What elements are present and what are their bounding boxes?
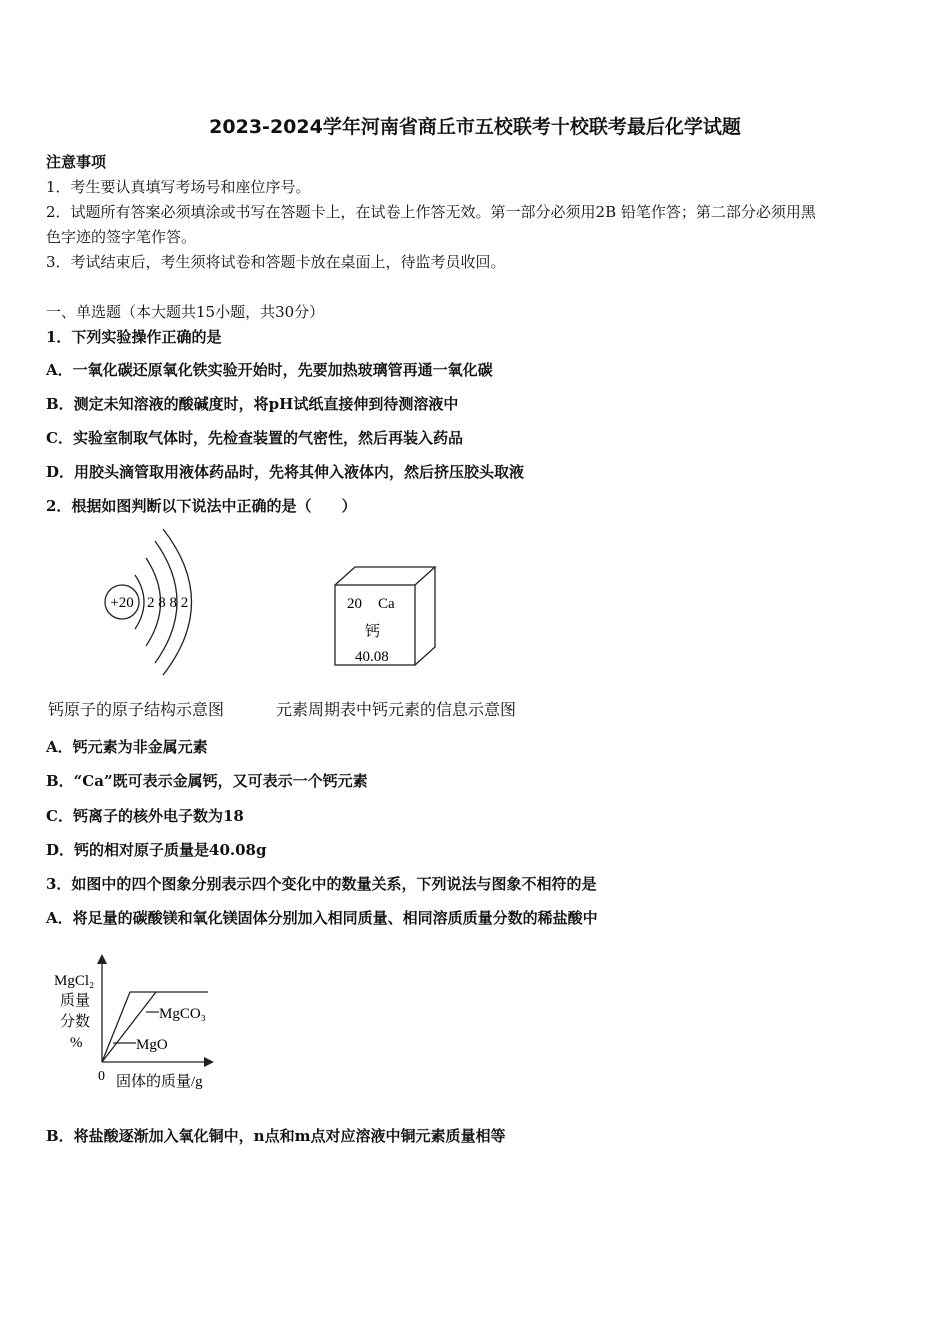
y-axis-label-line-3: 分数 — [60, 1014, 91, 1030]
notice-heading: 注意事项 — [46, 153, 107, 171]
y-axis-arrow — [97, 954, 107, 964]
q3-option-b: B．将盐酸逐渐加入氧化铜中，n点和m点对应溶液中铜元素质量相等 — [46, 1127, 506, 1145]
element-mass: 40.08 — [355, 649, 389, 665]
element-symbol: Ca — [378, 596, 395, 612]
cube-top — [335, 567, 435, 585]
mgcl2-graph — [50, 948, 230, 1093]
q1-stem: 1．下列实验操作正确的是 — [46, 328, 222, 346]
mgo-label: MgO — [136, 1037, 168, 1053]
q2-option-b: B．“Ca”既可表示金属钙，又可表示一个钙元素 — [46, 772, 368, 790]
q3-stem: 3．如图中的四个图象分别表示四个变化中的数量关系，下列说法与图象不相符的是 — [46, 875, 597, 893]
q2-stem: 2．根据如图判断以下说法中正确的是（ ） — [46, 497, 357, 515]
mgco3-label: MgCO₃ — [159, 1006, 206, 1022]
q2-option-d: D．钙的相对原子质量是40.08g — [46, 841, 267, 859]
notice-item-2-cont: 色字迹的签字笔作答。 — [46, 228, 197, 246]
nucleus-charge: +20 — [110, 595, 134, 611]
q1-option-a: A．一氧化碳还原氧化铁实验开始时，先要加热玻璃管再通一氧化碳 — [46, 361, 493, 379]
caption-atom-diagram: 钙原子的原子结构示意图 — [48, 700, 225, 719]
page-title: 2023-2024学年河南省商丘市五校联考十校联考最后化学试题 — [209, 116, 741, 138]
caption-element-info: 元素周期表中钙元素的信息示意图 — [276, 700, 517, 719]
q1-option-d: D．用胶头滴管取用液体药品时，先将其伸入液体内，然后挤压胶头取液 — [46, 463, 525, 481]
origin-label: 0 — [98, 1069, 105, 1084]
q2-option-c: C．钙离子的核外电子数为18 — [46, 807, 244, 825]
element-number: 20 — [347, 596, 362, 612]
q3-option-a: A．将足量的碳酸镁和氧化镁固体分别加入相同质量、相同溶质质量分数的稀盐酸中 — [46, 909, 598, 927]
notice-item-2: 2．试题所有答案必须填涂或书写在答题卡上，在试卷上作答无效。第一部分必须用2B 铅笔作答；第二部分必须用黑 — [46, 203, 816, 221]
element-name: 钙 — [365, 624, 381, 640]
q1-option-c: C．实验室制取气体时，先检查装置的气密性，然后再装入药品 — [46, 429, 463, 447]
notice-item-1: 1．考生要认真填写考场号和座位序号。 — [46, 178, 311, 196]
section-heading: 一、单选题（本大题共15小题，共30分） — [46, 303, 325, 321]
q2-option-a: A．钙元素为非金属元素 — [46, 738, 208, 756]
x-axis-arrow — [204, 1057, 214, 1067]
y-axis-label-line-4: % — [70, 1035, 83, 1051]
y-axis-label-line-2: 质量 — [60, 993, 91, 1009]
shell-electrons: 2 8 8 2 — [147, 595, 189, 611]
y-axis-label-line-1: MgCl₂ — [54, 973, 95, 989]
x-axis-label: 固体的质量/g — [116, 1074, 203, 1090]
element-info-cube — [330, 565, 445, 670]
q1-option-b: B．测定未知溶液的酸碱度时，将pH试纸直接伸到待测溶液中 — [46, 395, 459, 413]
notice-item-3: 3．考试结束后，考生须将试卷和答题卡放在桌面上，待监考员收回。 — [46, 253, 506, 271]
atom-structure-diagram — [95, 525, 235, 675]
